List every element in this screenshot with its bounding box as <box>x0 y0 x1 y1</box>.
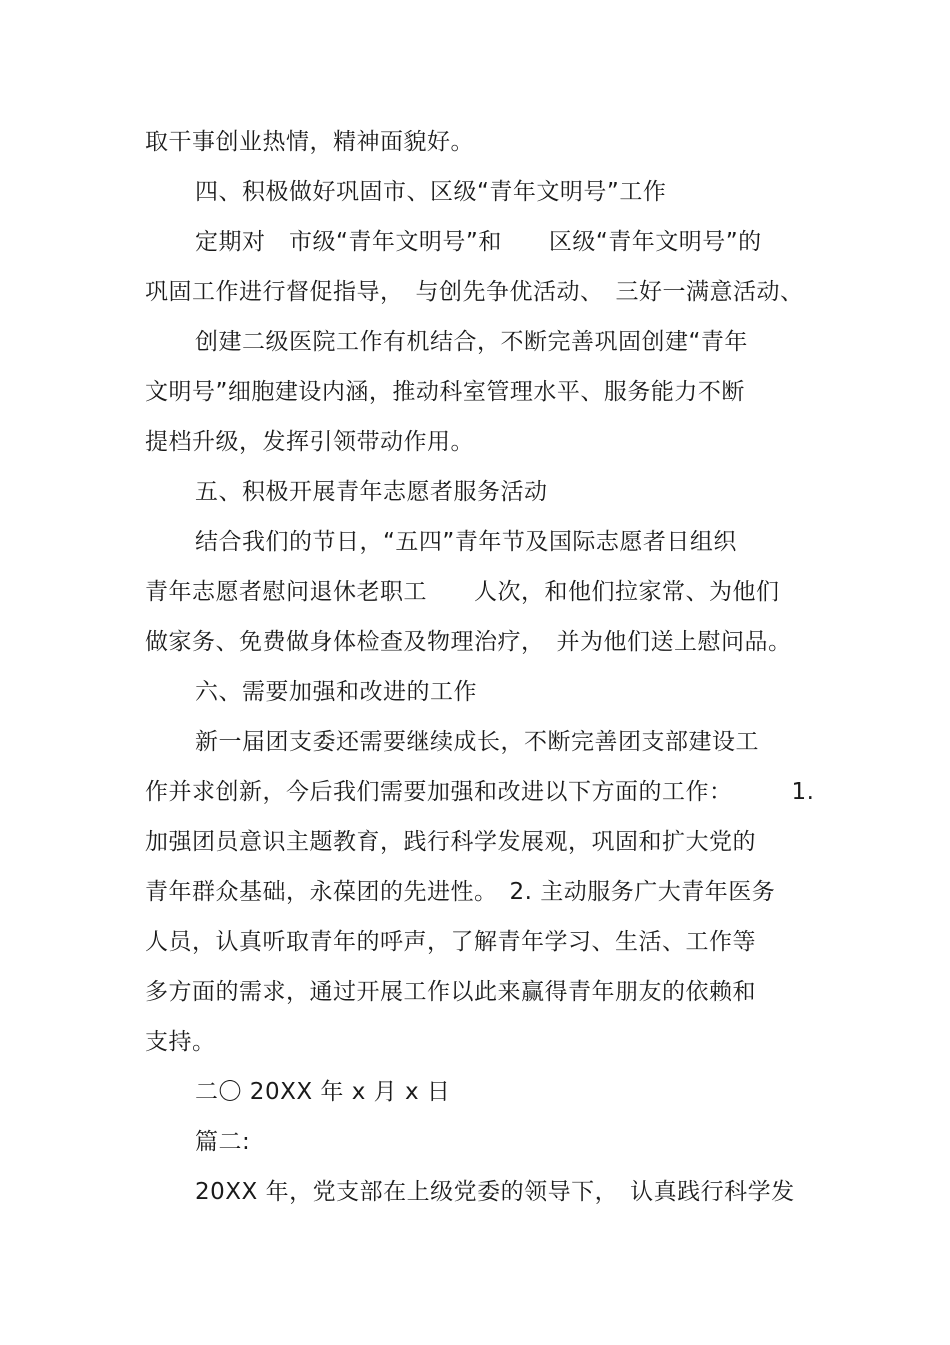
text-line: 创建二级医院工作有机结合，不断完善巩固创建“青年 <box>195 329 748 355</box>
text-line: 取干事创业热情，精神面貌好。 <box>145 129 474 155</box>
text-line: 做家务、免费做身体检查及物理治疗， 并为他们送上慰问品。 <box>145 629 792 655</box>
text-line: 定期对 市级“青年文明号”和 区级“青年文明号”的 <box>195 229 762 255</box>
section-heading: 六、需要加强和改进的工作 <box>195 679 477 705</box>
text-line: 提档升级，发挥引领带动作用。 <box>145 429 474 455</box>
text-line: 支持。 <box>145 1029 216 1055</box>
text-line: 文明号”细胞建设内涵，推动科室管理水平、服务能力不断 <box>145 379 745 405</box>
text-line: 加强团员意识主题教育，践行科学发展观，巩固和扩大党的 <box>145 829 756 855</box>
text-line: 结合我们的节日，“五四”青年节及国际志愿者日组织 <box>195 529 737 555</box>
text-line: 新一届团支委还需要继续成长，不断完善团支部建设工 <box>195 729 759 755</box>
text-line: 多方面的需求，通过开展工作以此来赢得青年朋友的依赖和 <box>145 979 756 1005</box>
text-line: 人员，认真听取青年的呼声，了解青年学习、生活、工作等 <box>145 929 756 955</box>
text-line: 青年志愿者慰问退休老职工 人次，和他们拉家常、为他们 <box>145 579 780 605</box>
date-line: 二〇 20XX 年 x 月 x 日 <box>195 1079 451 1105</box>
section-heading: 五、积极开展青年志愿者服务活动 <box>195 479 548 505</box>
text-line: 作并求创新，今后我们需要加强和改进以下方面的工作： 1. <box>145 779 815 805</box>
text-line: 20XX 年，党支部在上级党委的领导下， 认真践行科学发 <box>195 1179 795 1205</box>
part-heading: 篇二: <box>195 1129 251 1155</box>
text-line: 巩固工作进行督促指导， 与创先争优活动、 三好一满意活动、 <box>145 279 804 305</box>
section-heading: 四、积极做好巩固市、区级“青年文明号”工作 <box>195 179 667 205</box>
text-line: 青年群众基础，永葆团的先进性。 2. 主动服务广大青年医务 <box>145 879 776 905</box>
